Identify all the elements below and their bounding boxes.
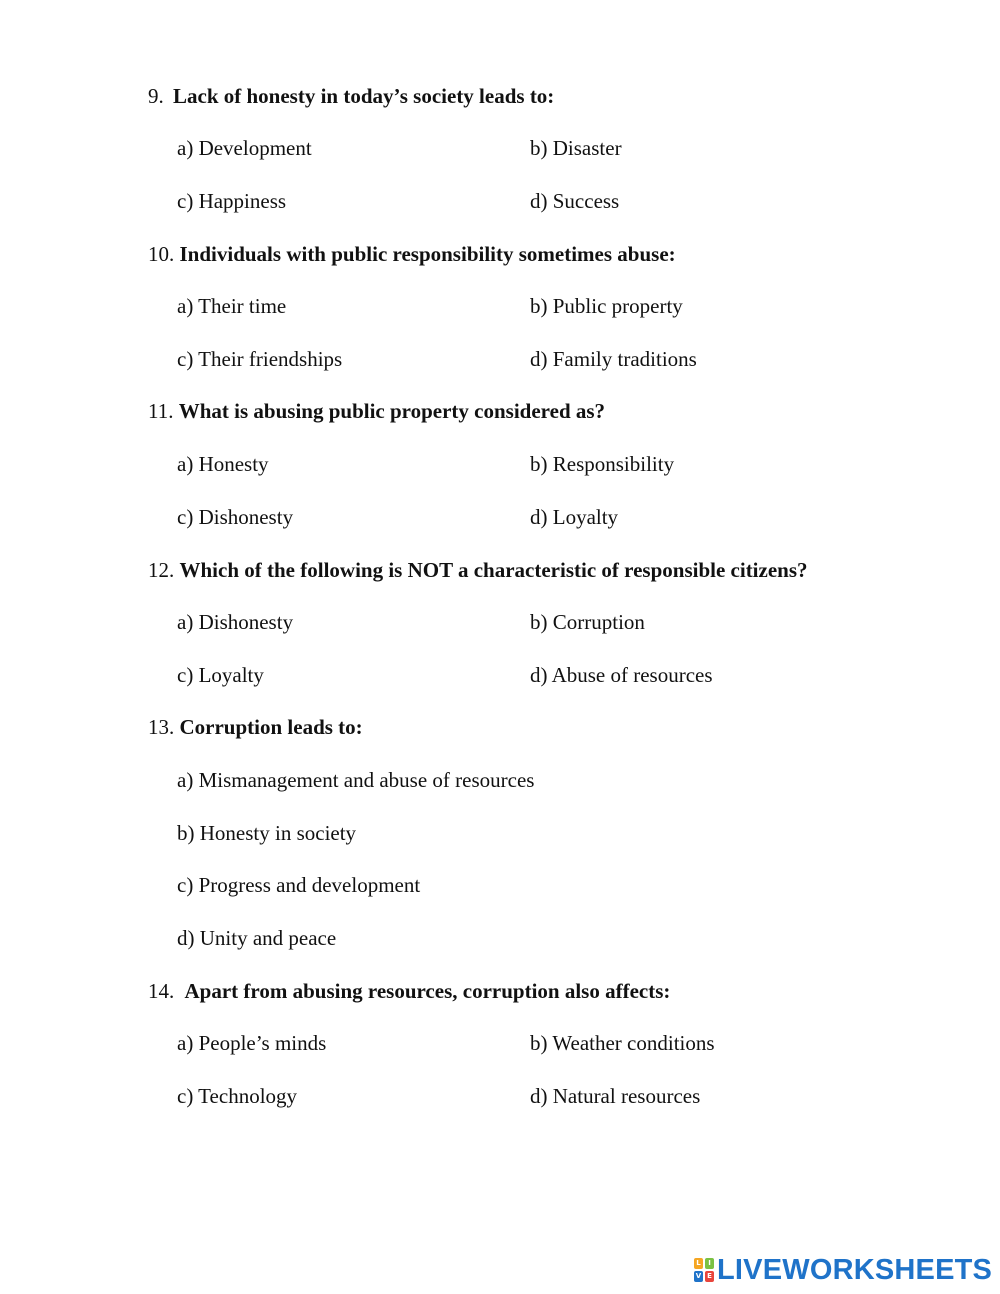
option-13b[interactable]: b) Honesty in society xyxy=(177,821,357,845)
question-14 xyxy=(148,978,670,1004)
question-number: 13. xyxy=(148,715,175,739)
question-text: What is abusing public property considered as? xyxy=(178,399,606,423)
logo-mark-letter: I xyxy=(705,1258,714,1269)
option-9b[interactable]: b) Disaster xyxy=(530,136,622,160)
question-text: Corruption leads to: xyxy=(179,715,363,739)
option-11c[interactable]: c) Dishonesty xyxy=(177,505,294,529)
logo-text: LIVEWORKSHEETS xyxy=(717,1253,993,1286)
question-13 xyxy=(148,714,363,740)
question-12 xyxy=(148,557,808,583)
option-14a[interactable]: a) People’s minds xyxy=(177,1031,327,1055)
option-14b[interactable]: b) Weather conditions xyxy=(530,1031,715,1055)
option-11b[interactable]: b) Responsibility xyxy=(530,452,675,476)
question-number: 9. xyxy=(148,84,164,108)
liveworksheets-logo xyxy=(694,1255,992,1285)
option-11d[interactable]: d) Loyalty xyxy=(530,505,619,529)
option-13c[interactable]: c) Progress and development xyxy=(177,873,421,897)
logo-mark-letter: V xyxy=(695,1272,702,1280)
option-10a[interactable]: a) Their time xyxy=(177,294,287,318)
option-14d[interactable]: d) Natural resources xyxy=(530,1084,701,1108)
option-13a[interactable]: a) Mismanagement and abuse of resources xyxy=(177,768,535,792)
option-14c[interactable]: c) Technology xyxy=(177,1084,298,1108)
question-10 xyxy=(148,241,676,267)
option-12c[interactable]: c) Loyalty xyxy=(177,663,264,687)
option-12b[interactable]: b) Corruption xyxy=(530,610,645,634)
option-9a[interactable]: a) Development xyxy=(177,136,312,160)
question-number: 11. xyxy=(148,399,174,423)
question-11 xyxy=(148,398,605,424)
option-9c[interactable]: c) Happiness xyxy=(177,189,287,213)
option-12d[interactable]: d) Abuse of resources xyxy=(530,663,713,687)
question-number: 12. xyxy=(148,558,175,582)
option-10b[interactable]: b) Public property xyxy=(530,294,683,318)
question-text: Which of the following is NOT a characteristic of responsible citizens? xyxy=(179,558,808,582)
option-11a[interactable]: a) Honesty xyxy=(177,452,269,476)
option-9d[interactable]: d) Success xyxy=(530,189,620,213)
liveworksheets-logo-icon xyxy=(694,1258,714,1282)
option-12a[interactable]: a) Dishonesty xyxy=(177,610,294,634)
question-9 xyxy=(148,83,554,109)
question-number: 14. xyxy=(148,979,175,1003)
option-10d[interactable]: d) Family traditions xyxy=(530,347,697,371)
question-text: Individuals with public responsibility sometimes abuse: xyxy=(179,242,676,266)
question-number: 10. xyxy=(148,242,175,266)
logo-mark-letter: L xyxy=(694,1258,703,1269)
question-text: Apart from abusing resources, corruption also affects: xyxy=(184,979,671,1003)
option-13d[interactable]: d) Unity and peace xyxy=(177,926,337,950)
question-text: Lack of honesty in today’s society leads to: xyxy=(173,84,555,108)
option-10c[interactable]: c) Their friendships xyxy=(177,347,343,371)
logo-mark-letter: E xyxy=(705,1271,714,1282)
